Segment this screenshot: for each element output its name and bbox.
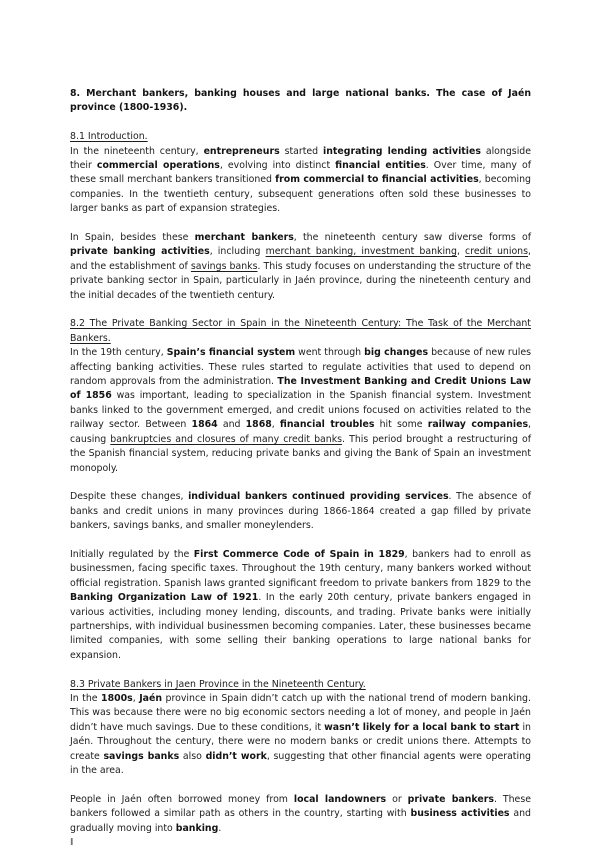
text-run-underline: 8.1 Introduction.	[70, 131, 148, 143]
text-run-bold: integrating lending activities	[323, 145, 481, 157]
paragraph-private-banking-2	[70, 490, 531, 533]
text-run-bold: The Investment Banking and Credit Unions Law of 1856	[70, 376, 531, 402]
paragraph-introduction-1	[70, 145, 531, 217]
text-run-plain: started	[279, 145, 324, 157]
text-run-bold: Spain’s financial system	[166, 347, 296, 359]
text-run-plain: province in Spain didn’t catch up with the national trend of modern banking. This was because there were no big economic sectors needing a lot of money, and people in Jaén didn’t have much savings. Due to these conditions, it	[70, 692, 531, 733]
text-run-bold: business activities	[410, 808, 510, 820]
text-run-plain: .	[218, 822, 222, 834]
text-run-bold: from commercial to financial activities	[275, 174, 479, 186]
text-run-plain: , becoming companies. In the twentieth century, subsequent generations often sold these businesses to larger banks as part of expansion strategies.	[70, 174, 531, 215]
paragraph-jaen-2	[70, 793, 531, 836]
text-run-plain: and	[217, 419, 246, 431]
text-run-bold: merchant bankers	[194, 232, 294, 244]
text-run-plain: ,	[271, 419, 280, 431]
paragraph-private-banking-1	[70, 346, 531, 476]
text-run-bold: 1800s	[101, 692, 133, 704]
text-run-bold: 8. Merchant bankers, banking houses and large national banks. The case of Jaén province (1800-1936).	[70, 88, 531, 114]
text-run-plain: . In the early 20th century, private bankers engaged in various activities, including money lending, discounts, and trading. Private banks were initially partnerships, with individual businessmen becoming companies. Later, these businesses became limited companies, with some selling their banking operations to large national banks for expansion.	[70, 592, 531, 661]
text-run-plain: . This period brought a restructuring of the Spanish financial system, reducing private banks and giving the Bank of Spain an investment monopoly.	[70, 433, 531, 474]
text-run-underline: merchant banking, investment banking	[265, 246, 457, 258]
section-heading-8-3	[70, 678, 531, 692]
text-run-plain: . Over time, many of these small merchant bankers transitioned	[70, 160, 532, 186]
text-run-bold: wasn’t likely for a local bank to start	[324, 721, 520, 733]
text-run-plain: alongside their	[70, 145, 532, 172]
text-run-plain: , including	[209, 246, 266, 258]
paragraph-introduction-2	[70, 231, 531, 303]
text-run-plain: went through	[295, 347, 365, 359]
text-run-plain: hit some	[374, 419, 428, 431]
text-run-bold: savings banks	[103, 750, 180, 762]
text-run-plain: Despite these changes,	[70, 491, 189, 503]
text-cursor[interactable]: I	[70, 837, 74, 849]
text-run-plain: , causing	[70, 419, 532, 445]
text-run-bold: private bankers	[407, 793, 494, 805]
text-run-underline: 8.2 The Private Banking Sector in Spain in the Nineteenth Century: The Task of the Merchant Bankers.	[70, 318, 531, 344]
text-run-plain: In the 19th century,	[70, 347, 167, 359]
text-run-plain: In the nineteenth century,	[70, 145, 204, 157]
text-run-bold: individual bankers continued providing services	[188, 491, 449, 503]
text-run-bold: big changes	[364, 347, 429, 359]
text-run-plain: In Spain, besides these	[70, 232, 195, 244]
text-run-plain: . The absence of banks and credit unions in many provinces during 1866-1864 created a gap filled by private bankers, savings banks, and smaller moneylenders.	[70, 491, 532, 532]
text-run-plain: . This study focuses on understanding the structure of the private banking sector in Spain, particularly in Jaén province, during the nineteenth century and the initial decades of the twentieth century.	[70, 260, 532, 301]
text-run-bold: Banking Organization Law of 1921	[70, 592, 259, 604]
text-run-bold: 1868	[245, 419, 272, 431]
section-heading-8-2	[70, 317, 531, 346]
text-run-plain: , evolving into distinct	[219, 160, 336, 172]
paragraph-jaen-1	[70, 692, 531, 778]
text-run-bold: First Commerce Code of Spain in 1829	[193, 548, 405, 560]
text-run-underline: savings banks	[190, 260, 258, 272]
text-run-bold: financial entities	[335, 160, 426, 172]
text-run-plain: or	[386, 793, 408, 805]
text-run-plain: also	[179, 750, 206, 762]
text-run-plain: , bankers had to enroll as businessmen, facing specific taxes. Throughout the 19th century, many bankers worked without official registration. Spanish laws granted significant freedom to private bankers from 1829 to the	[70, 548, 531, 589]
text-run-plain: , and the establishment of	[70, 246, 531, 272]
text-run-bold: railway companies	[427, 419, 529, 431]
text-run-plain: and gradually moving into	[70, 808, 531, 834]
text-run-plain: was important, leading to specialization in the Spanish financial system. Investment banks linked to the government emerged, and credit unions focused on activities related to the railway sector. Between	[70, 390, 531, 431]
text-run-plain: . These bankers followed a similar path as others in the country, starting with	[70, 793, 531, 820]
text-run-plain: , suggesting that other financial agents were operating in the area.	[70, 750, 531, 776]
text-run-plain: because of new rules affecting banking activities. These rules started to regulate activities that used to depend on random approvals from the administration.	[70, 347, 531, 388]
text-run-bold: local landowners	[293, 793, 387, 805]
text-run-bold: financial troubles	[279, 419, 375, 431]
text-run-plain: ,	[456, 246, 466, 258]
text-run-underline: bankruptcies and closures of many credit banks	[110, 433, 343, 445]
text-run-underline: credit unions	[465, 246, 529, 258]
text-run-bold: 1864	[191, 419, 218, 431]
paragraph-private-banking-3	[70, 548, 531, 663]
text-run-bold: didn’t work	[205, 750, 267, 762]
text-run-bold: Jaén	[139, 692, 163, 704]
text-run-bold: entrepreneurs	[203, 145, 280, 157]
document-title	[70, 87, 531, 116]
text-run-bold: banking	[175, 822, 219, 834]
text-run-plain: People in Jaén often borrowed money from	[70, 793, 294, 805]
text-run-underline: 8.3 Private Bankers in Jaen Province in the Nineteenth Century.	[70, 678, 366, 690]
text-run-plain: ,	[132, 692, 140, 704]
text-run-plain: Initially regulated by the	[70, 548, 194, 560]
text-run-bold: commercial operations	[96, 160, 220, 172]
text-run-plain: , the nineteenth century saw diverse forms of	[293, 232, 532, 244]
document-body	[70, 87, 531, 850]
text-run-plain: in Jaén. Throughout the century, there were no modern banks or credit unions there. Attempts to create	[70, 721, 531, 762]
text-run-bold: private banking activities	[70, 246, 210, 258]
text-run-plain: In the	[70, 692, 102, 704]
section-heading-8-1	[70, 130, 531, 144]
